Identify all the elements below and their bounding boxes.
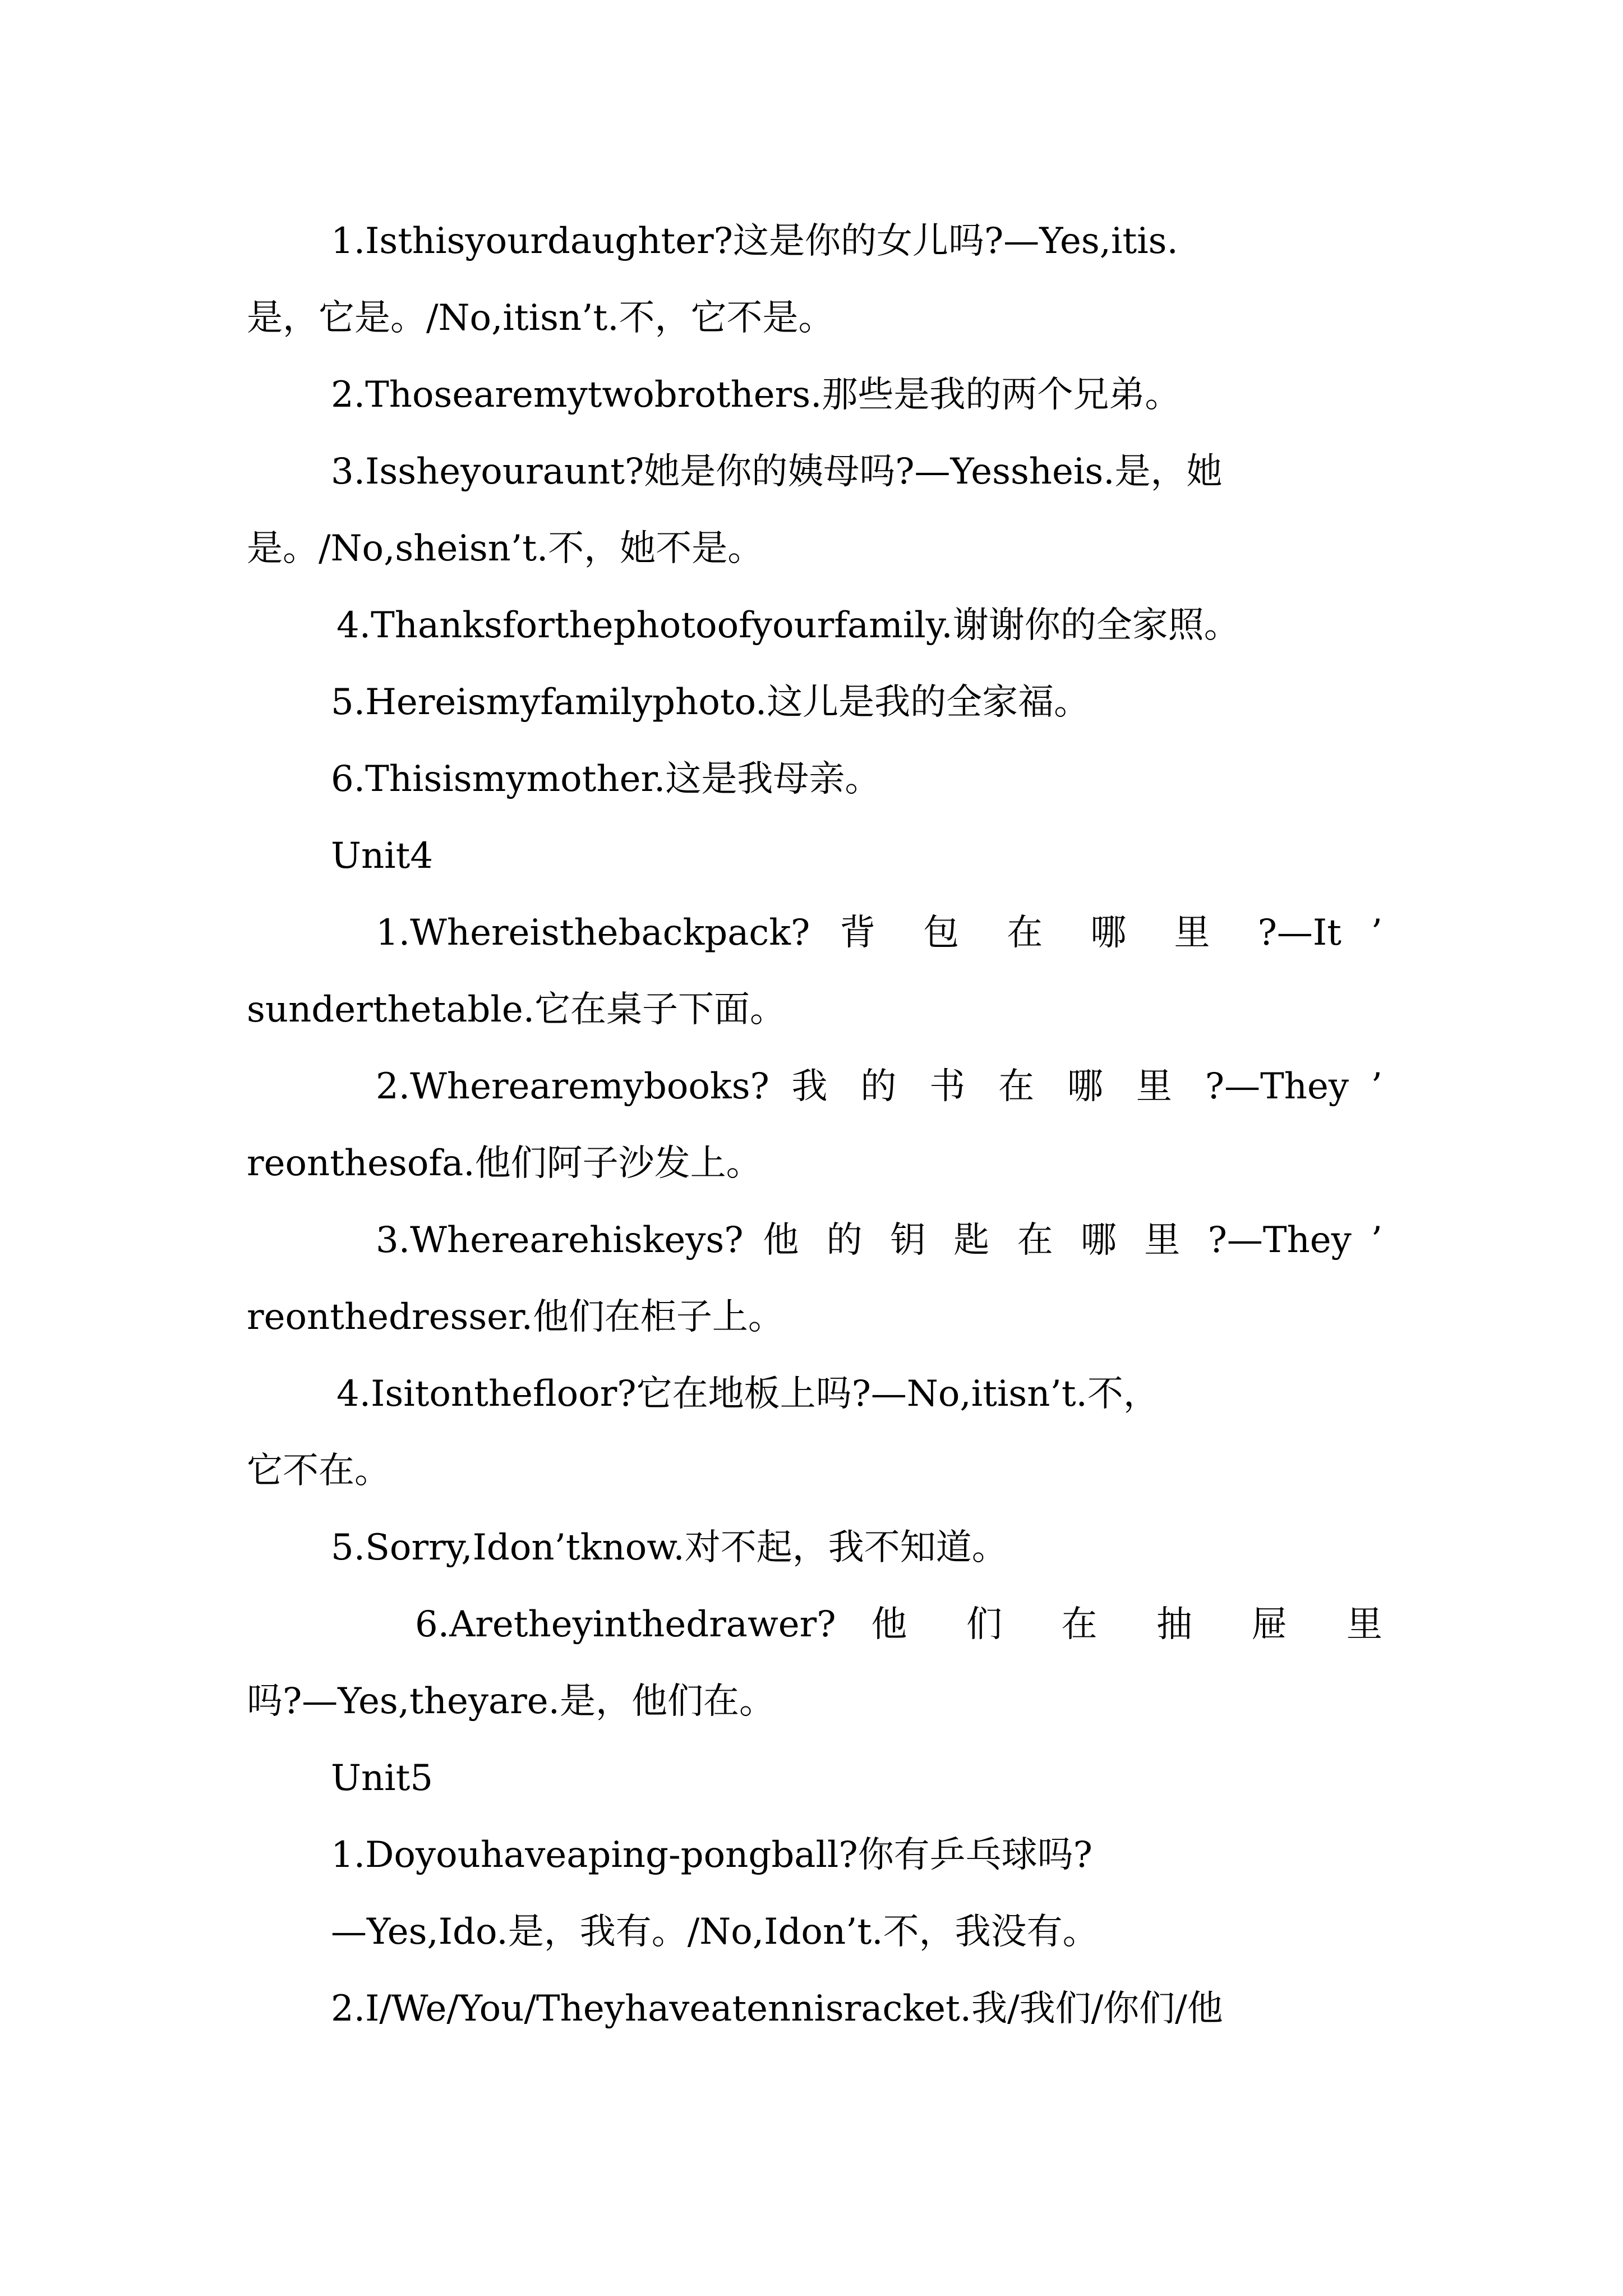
text-line: 是。/No,sheisn’t.不，她不是。 — [247, 528, 764, 569]
text-line: 4.Isitonthefloor?它在地板上吗?—No,itisn’t.不， — [336, 1373, 1159, 1415]
text-line: 5.Sorry,Idon’tknow.对不起，我不知道。 — [331, 1527, 1008, 1568]
text-line: 1.Whereisthebackpack? 背 包 在 哪 里 ?—It ’ — [376, 912, 1382, 954]
text-line: 是，它是。/No,itisn’t.不，它不是。 — [247, 297, 834, 339]
text-line: 1.Doyouhaveaping-pongball?你有乒乓球吗? — [331, 1834, 1092, 1876]
text-line: —Yes,Ido.是，我有。/No,Idon’t.不，我没有。 — [331, 1911, 1099, 1953]
text-line: 2.Thosearemytwobrothers.那些是我的两个兄弟。 — [331, 374, 1181, 416]
document-page — [247, 203, 1382, 2047]
text-line: 6.Aretheyinthedrawer? 他 们 在 抽 屉 里 — [415, 1604, 1382, 1645]
text-line: 1.Isthisyourdaughter?这是你的女儿吗?—Yes,itis. — [331, 220, 1178, 262]
text-line: 2.I/We/You/Theyhaveatennisracket.我/我们/你们/他 — [331, 1988, 1223, 2030]
text-line: sunderthetable.它在桌子下面。 — [247, 989, 786, 1030]
text-line: reonthedresser.他们在柜子上。 — [247, 1296, 784, 1338]
text-line: 6.Thisismymother.这是我母亲。 — [331, 758, 881, 800]
text-line: 5.Hereismyfamilyphoto.这儿是我的全家福。 — [331, 682, 1090, 723]
text-line: 2.Wherearemybooks? 我 的 书 在 哪 里 ?—They ’ — [376, 1066, 1382, 1107]
text-line: 3.Issheyouraunt?她是你的姨母吗?—Yessheis.是，她 — [331, 451, 1223, 493]
text-line: 3.Wherearehiskeys? 他 的 钥 匙 在 哪 里 ?—They ’ — [376, 1220, 1382, 1261]
text-line: 它不在。 — [247, 1450, 390, 1492]
text-line: 吗?—Yes,theyare.是，他们在。 — [247, 1681, 775, 1722]
text-line: reonthesofa.他们阿子沙发上。 — [247, 1143, 762, 1184]
unit-heading: Unit5 — [331, 1757, 434, 1799]
unit-heading: Unit4 — [331, 835, 434, 877]
text-line: 4.Thanksforthephotoofyourfamily.谢谢你的全家照。 — [336, 605, 1240, 646]
